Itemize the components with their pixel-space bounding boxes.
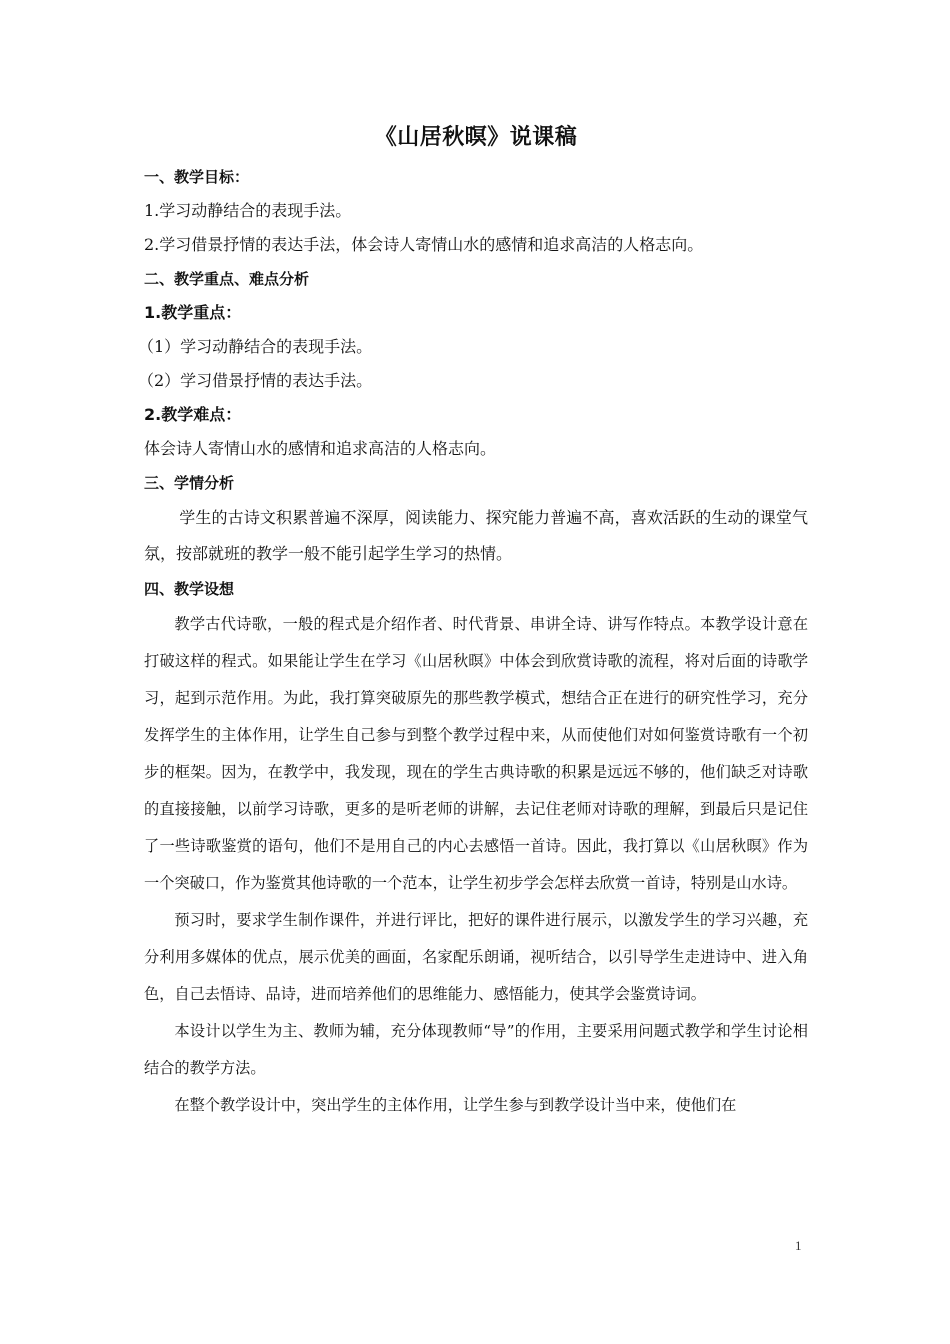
section-heading-key-difficult-points: 二、教学重点、难点分析 bbox=[144, 270, 310, 288]
subheading-key-points: 1.教学重点： bbox=[144, 303, 242, 322]
key-point-item: （1）学习动静结合的表现手法。 bbox=[138, 337, 373, 356]
section-heading-student-analysis: 三、学情分析 bbox=[144, 474, 235, 492]
document-content bbox=[138, 120, 808, 1124]
section-heading-objectives: 一、教学目标： bbox=[144, 168, 250, 186]
design-paragraph: 本设计以学生为主、教师为辅，充分体现教师“导”的作用，主要采用问题式教学和学生讨论相结合的教学方法。 bbox=[144, 1022, 808, 1077]
difficulty-text: 体会诗人寄情山水的感情和追求高洁的人格志向。 bbox=[144, 439, 497, 458]
objective-item: 2.学习借景抒情的表达手法，体会诗人寄情山水的感情和追求高洁的人格志向。 bbox=[144, 235, 704, 254]
page-number: 1 bbox=[795, 1238, 802, 1253]
subheading-difficulties: 2.教学难点： bbox=[144, 405, 242, 424]
design-paragraph: 在整个教学设计中，突出学生的主体作用，让学生参与到教学设计当中来，使他们在 bbox=[174, 1096, 737, 1114]
section-heading-teaching-design: 四、教学设想 bbox=[144, 580, 235, 598]
key-point-item: （2）学习借景抒情的表达手法。 bbox=[138, 371, 373, 390]
objective-item: 1.学习动静结合的表现手法。 bbox=[144, 201, 352, 220]
document-title: 《山居秋暝》说课稿 bbox=[374, 125, 578, 150]
student-analysis-paragraph: 学生的古诗文积累普遍不深厚，阅读能力、探究能力普遍不高，喜欢活跃的生动的课堂气氛，按部就班的教学一般不能引起学生学习的热情。 bbox=[144, 508, 808, 563]
design-paragraph: 教学古代诗歌，一般的程式是介绍作者、时代背景、串讲全诗、讲写作特点。本教学设计意在打破这样的程式。如果能让学生在学习《山居秋暝》中体会到欣赏诗歌的流程，将对后面的诗歌学习，起到示范作用。为此，我打算突破原先的那些教学模式，想结合正在进行的研究性学习，充分发挥学生的主体作用，让学生自己参与到整个教学过程中来，从而使他们对如何鉴赏诗歌有一个初步的框架。因为，在教学中，我发现，现在的学生古典诗歌的积累是远远不够的，他们缺乏对诗歌的直接接触，以前学习诗歌，更多的是听老师的讲解，去记住老师对诗歌的理解，到最后只是记住了一些诗歌鉴赏的语句，他们不是用自己的内心去感悟一首诗。因此，我打算以《山居秋暝》作为一个突破口，作为鉴赏其他诗歌的一个范本，让学生初步学会怎样去欣赏一首诗，特别是山水诗。 bbox=[144, 615, 808, 892]
design-paragraph: 预习时，要求学生制作课件，并进行评比，把好的课件进行展示，以激发学生的学习兴趣，充分利用多媒体的优点，展示优美的画面，名家配乐朗诵，视听结合，以引导学生走进诗中、进入角色，自己去悟诗、品诗，进而培养他们的思维能力、感悟能力，使其学会鉴赏诗词。 bbox=[144, 911, 808, 1003]
